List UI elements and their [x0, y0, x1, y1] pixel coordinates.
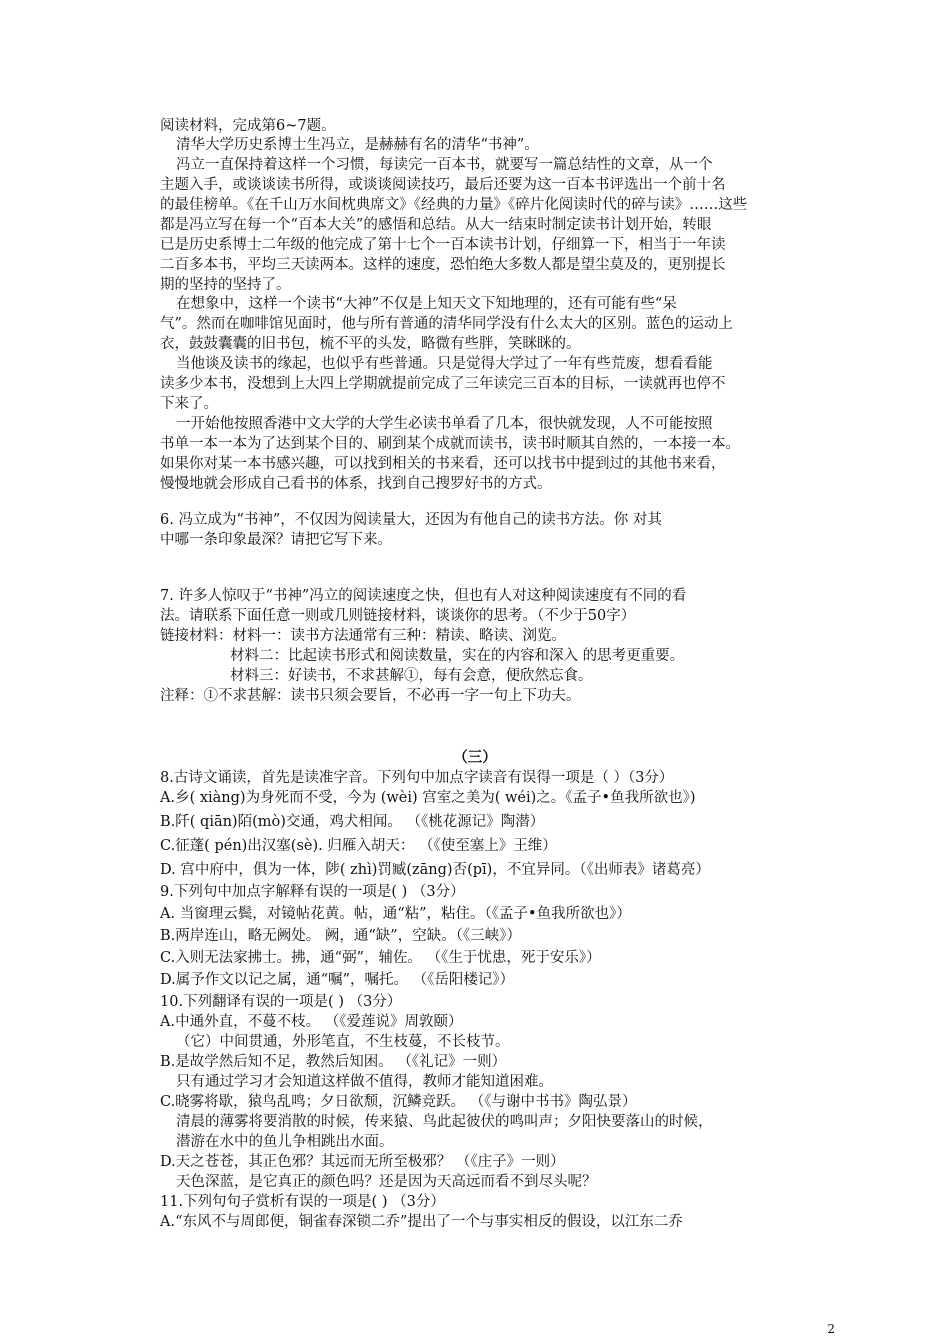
reading-line: 读多少本书，没想到上大四上学期就提前完成了三年读完三百本的目标，一读就再也停不: [160, 376, 726, 392]
translation-c: 清晨的薄雾将要消散的时候，传来猿、鸟此起彼伏的鸣叫声；夕阳快要落山的时候，: [176, 1114, 713, 1130]
reading-line: 如果你对某一本书感兴趣，可以找到相关的书来看，还可以找书中提到过的其他书来看，: [160, 456, 726, 472]
question-6: 6. 冯立成为“书神”，不仅因为阅读量大，还因为有他自己的读书方法。你 对其: [160, 512, 662, 528]
question-9: 9.下列句中加点字解释有误的一项是( ) （3分）: [160, 884, 465, 900]
translation-c: 潜游在水中的鱼儿争相跳出水面。: [176, 1134, 394, 1150]
question-7: 7. 许多人惊叹于“书神”冯立的阅读速度之快，但也有人对这种阅读速度有不同的看: [160, 588, 687, 604]
material-2: 材料二：比起读书形式和阅读数量，实在的内容和深入 的思考更重要。: [230, 648, 685, 664]
reading-line: 期的坚持的坚持了。: [160, 277, 291, 293]
reading-line: 衣，鼓鼓囊囊的旧书包，梳不平的头发，略微有些胖，笑眯眯的。: [160, 336, 581, 352]
question-7: 法。请联系下面任意一则或几则链接材料，谈谈你的思考。（不少于50字）: [160, 608, 636, 624]
translation-d: 天色深蓝，是它真正的颜色吗？还是因为天高远而看不到尽头呢？: [176, 1174, 597, 1190]
reading-line: 气”。然而在咖啡馆见面时，他与所有普通的清华同学没有什么太大的区别。蓝色的运动上: [160, 316, 733, 332]
question-11: 11.下列句句子赏析有误的一项是( ) （3分）: [160, 1194, 445, 1210]
annotation-note: 注释：①不求甚解：读书只须会要旨，不必再一字一句上下功夫。: [160, 688, 581, 704]
material-3: 材料三：好读书，不求甚解①，每有会意，便欣然忘食。: [230, 668, 593, 684]
option-a: A.中通外直，不蔓不枝。 （《爱莲说》周敦颐）: [160, 1014, 463, 1030]
option-d: D.属予作文以记之属，通“嘱”，嘱托。 （《岳阳楼记》）: [160, 972, 515, 988]
option-c: C.晓雾将歇，猿鸟乱鸣；夕日欲颓，沉鳞竞跃。 （《与谢中书书》陶弘景）: [160, 1094, 637, 1110]
reading-line: 下来了。: [160, 396, 218, 412]
question-10: 10.下列翻译有误的一项是( ) （3分）: [160, 994, 402, 1010]
option-c: C.入则无法家拂士。拂，通“弼”，辅佐。 （《生于忧患，死于安乐》）: [160, 950, 601, 966]
translation-a: （它）中间贯通，外形笔直，不生枝蔓，不长枝节。: [176, 1034, 510, 1050]
option-b: B.是故学然后知不足，教然后知困。 （《礼记》一则）: [160, 1054, 507, 1070]
reading-line: 当他谈及读书的缘起，也似乎有些普通。只是觉得大学过了一年有些荒废，想看看能: [176, 356, 713, 372]
question-8: 8.古诗文诵读，首先是读准字音。下列句中加点字读音有误得一项是（ ）（3分）: [160, 770, 674, 786]
reading-line: 的最佳榜单。《在千山万水间枕典席文》《经典的力量》《碎片化阅读时代的碎与读》……这些: [160, 197, 748, 213]
reading-line: 在想象中，这样一个读书“大神”不仅是上知天文下知地理的，还有可能有些“呆: [176, 296, 677, 312]
option-c: C.征蓬( pén)出汉塞(sè). 归雁入胡天： （《使至塞上》王维）: [160, 838, 557, 854]
reading-line: 都是冯立写在每一个“百本大关”的感悟和总结。从大一结束时制定读书计划开始，转眼: [160, 217, 712, 233]
question-6: 中哪一条印象最深？请把它写下来。: [160, 532, 392, 548]
option-d: D.天之苍苍，其正色邪？其远而无所至极邪？ （《庄子》一则）: [160, 1154, 565, 1170]
reading-line: 清华大学历史系博士生冯立，是赫赫有名的清华“书神”。: [176, 137, 539, 153]
reading-line: 一开始他按照香港中文大学的大学生必读书单看了几本，很快就发现，人不可能按照: [176, 416, 713, 432]
page-number: 2: [827, 1322, 835, 1336]
option-b: B.阡( qiān)陌(mò)交通，鸡犬相闻。 （《桃花源记》陶潜）: [160, 814, 545, 830]
reading-line: 书单一本一本为了达到某个目的、刷到某个成就而读书，读书时顺其自然的，一本接一本。: [160, 436, 740, 452]
reading-intro: 阅读材料，完成第6~7题。: [160, 118, 336, 134]
reading-line: 主题入手，或谈谈读书所得，或谈谈阅读技巧，最后还要为这一百本书评选出一个前十名: [160, 177, 726, 193]
option-a: A.“东风不与周郎便，铜雀春深锁二乔”提出了一个与事实相反的假设，以江东二乔: [160, 1214, 683, 1230]
option-a: A. 当窗理云鬓，对镜帖花黄。帖，通“粘”，粘住。（《孟子•鱼我所欲也》）: [160, 906, 631, 922]
reading-line: 二百多本书，平均三天读两本。这样的速度，恐怕绝大多数人都是望尘莫及的，更别提长: [160, 257, 726, 273]
reading-line: 已是历史系博士二年级的他完成了第十七个一百本读书计划，仔细算一下，相当于一年读: [160, 237, 726, 253]
reading-line: 冯立一直保持着这样一个习惯，每读完一百本书，就要写一篇总结性的文章，从一个: [176, 157, 713, 173]
link-materials: 链接材料：材料一：读书方法通常有三种：精读、略读、浏览。: [160, 628, 566, 644]
option-d: D. 宫中府中，俱为一体，陟( zhì)罚臧(zāng)否(pī)，不宜异同。（《出师表》诸葛亮）: [160, 862, 710, 878]
translation-b: 只有通过学习才会知道这样做不值得，教师才能知道困难。: [176, 1074, 553, 1090]
reading-line: 慢慢地就会形成自己看书的体系，找到自己搜罗好书的方式。: [160, 476, 552, 492]
option-a: A.乡( xiàng)为身死而不受，今为 (wèi) 宫室之美为( wéi)之。《孟子•鱼我所欲也》): [160, 790, 696, 806]
option-b: B.两岸连山，略无阙处。 阙，通“缺”，空缺。（《三峡》）: [160, 928, 521, 944]
section-heading: （三）: [453, 749, 497, 766]
